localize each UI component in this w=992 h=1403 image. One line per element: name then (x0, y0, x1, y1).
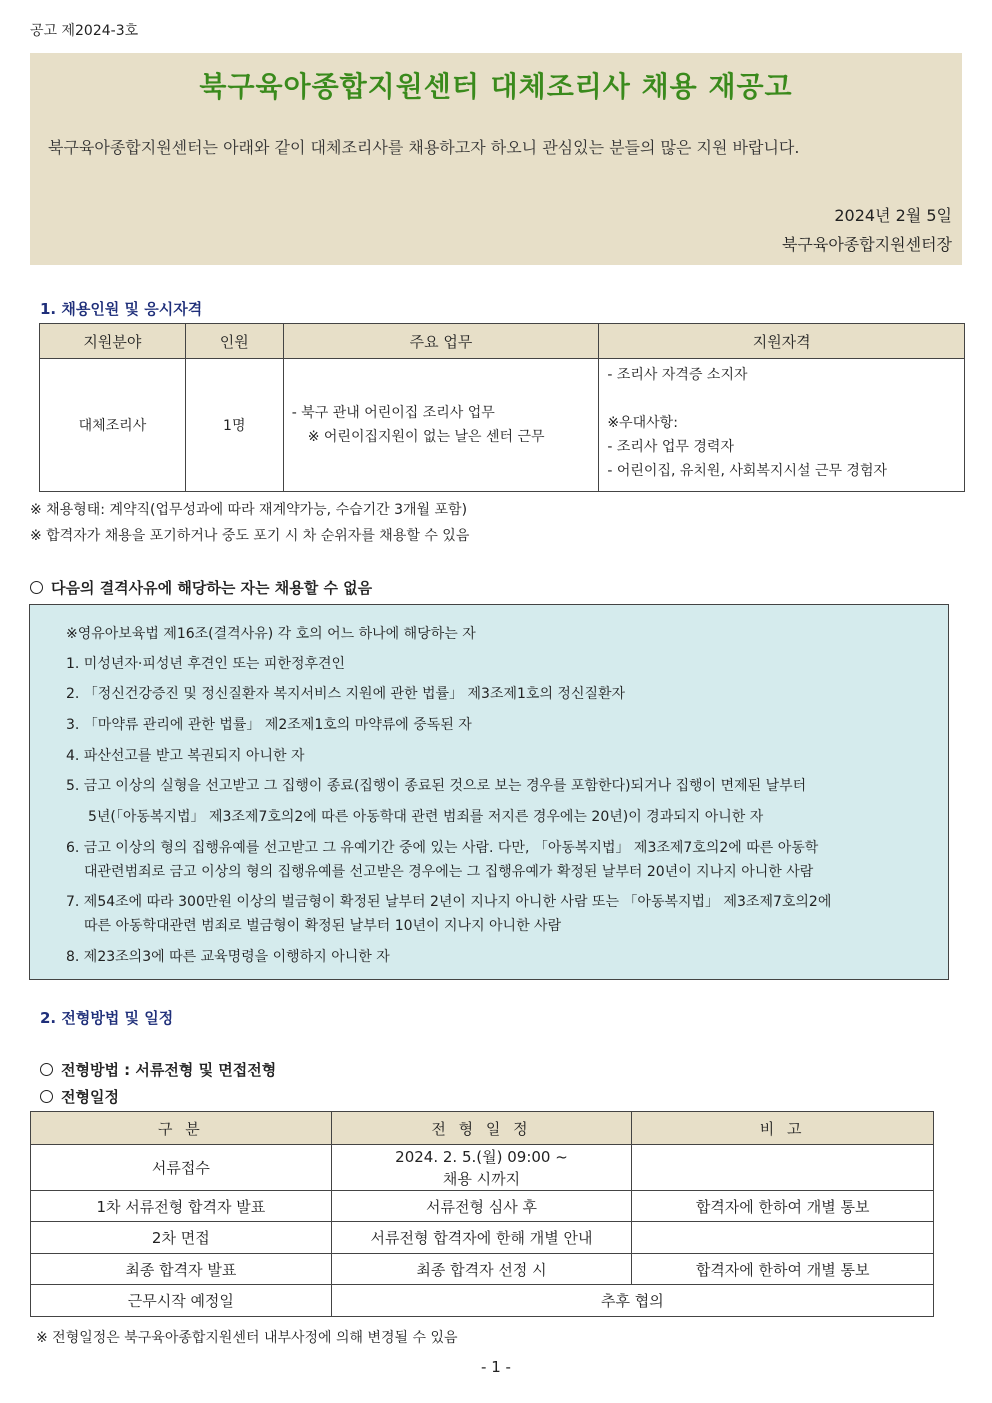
schedule-label-line (40, 1086, 119, 1107)
category-cell: 2차 면접 (31, 1222, 332, 1254)
intro-text: 북구육아종합지원센터는 아래와 같이 대체조리사를 채용하고자 하오니 관심있는 분들의 많은 지원 바랍니다. (48, 138, 800, 157)
list-item: 3. 「마약류 관리에 관한 법률」 제2조제1호의 마약류에 중독된 자 (66, 717, 472, 733)
category-cell: 1차 서류전형 합격자 발표 (31, 1191, 332, 1222)
table-header-row (31, 1112, 934, 1145)
note-cell (632, 1145, 934, 1191)
qual-line: - 조리사 자격증 소지자 (607, 367, 748, 383)
table-row (31, 1145, 934, 1191)
header-field: 지원분야 (40, 324, 186, 359)
notice-date: 2024년 2월 5일 (834, 206, 952, 225)
schedule-cell: 추후 협의 (331, 1285, 933, 1317)
schedule-line: 2024. 2. 5.(월) 09:00 ~ (395, 1147, 568, 1166)
disqualification-title: 다음의 결격사유에 해당하는 자는 채용할 수 없음 (51, 579, 373, 597)
list-item: 5년(「아동복지법」 제3조제7호의2에 따른 아동학대 관련 범죄를 저지른 경우에는 20년)이 경과되지 아니한 자 (88, 809, 764, 825)
header-category: 구 분 (31, 1112, 332, 1145)
list-item: 따른 아동학대관련 범죄로 벌금형이 확정된 날부터 10년이 지나지 아니한 사람 (84, 918, 562, 934)
schedule-table (30, 1111, 934, 1317)
schedule-line: 채용 시까지 (442, 1169, 521, 1188)
list-item: 1. 미성년자·피성년 후견인 또는 피한정후견인 (66, 656, 346, 672)
header-note: 비 고 (632, 1112, 934, 1145)
circle-bullet-icon (40, 1090, 53, 1103)
list-item: 8. 제23조의3에 따른 교육명령을 이행하지 아니한 자 (66, 949, 390, 965)
list-item: ※영유아보육법 제16조(결격사유) 각 호의 어느 하나에 해당하는 자 (66, 626, 476, 642)
section1-title: 1. 채용인원 및 응시자격 (40, 300, 203, 318)
table-header-row (40, 324, 965, 359)
schedule-cell: 서류전형 합격자에 한해 개별 안내 (331, 1222, 632, 1254)
employment-note: ※ 채용형태: 계약직(업무성과에 따라 재계약가능, 수습기간 3개월 포함) (30, 502, 468, 518)
note-cell: 합격자에 한하여 개별 통보 (632, 1254, 934, 1285)
category-cell: 서류접수 (31, 1145, 332, 1191)
qualification-cell (599, 359, 965, 492)
page-number: - 1 - (481, 1358, 511, 1376)
list-item: 7. 제54조에 따라 300만원 이상의 벌금형이 확정된 날부터 2년이 지나지 아니한 사람 또는 「아동복지법」 제3조제7호의2에 (66, 894, 832, 910)
list-item: 2. 「정신건강증진 및 정신질환자 복지서비스 지원에 관한 법률」 제3조제1호의 정신질환자 (66, 686, 626, 702)
table-row (31, 1254, 934, 1285)
note-cell: 합격자에 한하여 개별 통보 (632, 1191, 934, 1222)
duty-cell (283, 359, 599, 492)
circle-bullet-icon (40, 1063, 53, 1076)
qual-line: ※우대사항: (607, 415, 678, 431)
schedule-label: 전형일정 (61, 1088, 119, 1106)
notice-number: 공고 제2024-3호 (30, 23, 139, 39)
header-duty: 주요 업무 (283, 324, 599, 359)
header-count: 인원 (185, 324, 283, 359)
qual-line: - 어린이집, 유치원, 사회복지시설 근무 경험자 (607, 463, 888, 479)
table-row (31, 1191, 934, 1222)
qual-line: - 조리사 업무 경력자 (607, 439, 734, 455)
circle-bullet-icon (30, 581, 43, 594)
schedule-footnote: ※ 전형일정은 북구육아종합지원센터 내부사정에 의해 변경될 수 있음 (36, 1330, 458, 1346)
note-cell (632, 1222, 934, 1254)
list-item: 4. 파산선고를 받고 복권되지 아니한 자 (66, 748, 305, 764)
disqualification-heading (30, 577, 372, 598)
header-qualification: 지원자격 (599, 324, 965, 359)
schedule-cell: 서류전형 심사 후 (331, 1191, 632, 1222)
forfeit-note: ※ 합격자가 채용을 포기하거나 중도 포기 시 차 순위자를 채용할 수 있음 (30, 528, 470, 544)
method-text: 전형방법 : 서류전형 및 면접전형 (61, 1061, 277, 1079)
table-row (31, 1222, 934, 1254)
list-item: 대관련범죄로 금고 이상의 형의 집행유예를 선고받은 경우에는 그 집행유예가 확정된 날부터 20년이 지나지 아니한 사람 (84, 864, 814, 880)
schedule-cell (331, 1145, 632, 1191)
count-cell: 1명 (185, 359, 283, 492)
duty-note: ※ 어린이집지원이 없는 날은 센터 근무 (307, 429, 545, 445)
category-cell: 최종 합격자 발표 (31, 1254, 332, 1285)
duty-line: - 북구 관내 어린이집 조리사 업무 (291, 405, 495, 421)
header-box (30, 53, 962, 265)
recruitment-table (39, 323, 965, 492)
method-line (40, 1059, 276, 1080)
section2-title: 2. 전형방법 및 일정 (40, 1009, 174, 1027)
disqualification-box (29, 604, 949, 980)
category-cell: 근무시작 예정일 (31, 1285, 332, 1317)
table-row (40, 359, 965, 492)
page-title: 북구육아종합지원센터 대체조리사 채용 재공고 (199, 70, 793, 103)
schedule-cell: 최종 합격자 선정 시 (331, 1254, 632, 1285)
list-item: 6. 금고 이상의 형의 집행유예를 선고받고 그 유예기간 중에 있는 사람. 다만, 「아동복지법」 제3조제7호의2에 따른 아동학 (66, 840, 819, 856)
signer: 북구육아종합지원센터장 (781, 235, 952, 254)
header-schedule: 전 형 일 정 (331, 1112, 632, 1145)
table-row (31, 1285, 934, 1317)
field-cell: 대체조리사 (40, 359, 186, 492)
list-item: 5. 금고 이상의 실형을 선고받고 그 집행이 종료(집행이 종료된 것으로 보는 경우를 포함한다)되거나 집행이 면제된 날부터 (66, 778, 807, 794)
